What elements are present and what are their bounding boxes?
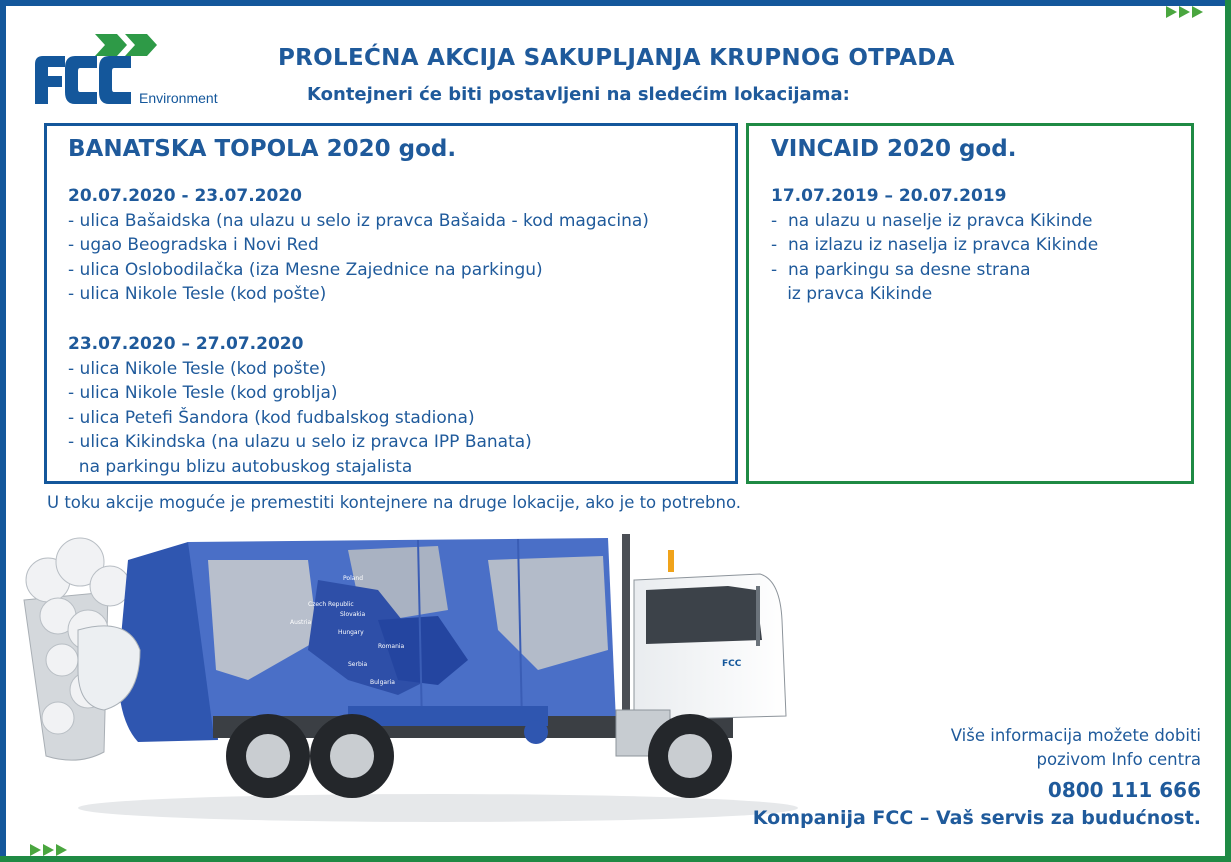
frame-left-border — [0, 0, 6, 862]
location-item: - na izlazu iz naselja iz pravca Kikinde — [771, 235, 1099, 256]
location-item: - ulica Nikole Tesle (kod groblja) — [68, 383, 338, 404]
page-title: PROLEĆNA AKCIJA SAKUPLJANJA KRUPNOG OTPADA — [278, 45, 955, 71]
map-label: Czech Republic — [308, 601, 354, 608]
page-subtitle: Kontejneri će biti postavljeni na sledećim lokacijama: — [307, 84, 850, 105]
location-item: - na ulazu u naselje iz pravca Kikinde — [771, 210, 1093, 231]
map-label: Romania — [378, 643, 405, 650]
box-title: BANATSKA TOPOLA 2020 god. — [68, 136, 457, 162]
period-date: 17.07.2019 – 20.07.2019 — [771, 186, 1007, 206]
location-item: - ulica Oslobodilačka (iza Mesne Zajednice na parkingu) — [68, 259, 543, 280]
banatska-topola-box — [44, 123, 738, 484]
map-label: Hungary — [338, 629, 364, 636]
map-label: Slovakia — [340, 611, 366, 618]
location-item: - ulica Petefi Šandora (kod fudbalskog stadiona) — [68, 407, 475, 428]
location-item: - na parkingu sa desne strana — [771, 259, 1031, 280]
frame-top-border — [0, 0, 1231, 6]
frame-bottom-border — [0, 856, 1231, 862]
relocation-note: U toku akcije moguće je premestiti kontejnere na druge lokacije, ako je to potrebno. — [47, 493, 741, 512]
info-line-1: Više informacija možete dobiti — [950, 726, 1201, 745]
frame-right-border — [1225, 0, 1231, 862]
top-right-chevrons-icon — [1166, 6, 1203, 18]
cab-logo-text: FCC — [722, 659, 742, 669]
map-label: Poland — [343, 575, 364, 582]
box-title: VINCAID 2020 god. — [771, 136, 1017, 162]
company-tagline: Kompanija FCC – Vaš servis za budućnost. — [752, 807, 1201, 829]
location-item: na parkingu blizu autobuskog stajalista — [68, 456, 413, 477]
location-item: iz pravca Kikinde — [771, 284, 933, 305]
map-label: Serbia — [348, 661, 368, 668]
period-block — [68, 332, 532, 480]
period-block — [68, 184, 649, 307]
location-item: - ugao Beogradska i Novi Red — [68, 235, 319, 256]
map-label: Bulgaria — [370, 679, 395, 686]
garbage-truck-illustration — [18, 520, 798, 840]
map-label: Austria — [290, 619, 312, 626]
location-item: - ulica Nikole Tesle (kod pošte) — [68, 284, 327, 305]
bottom-left-chevrons-icon — [30, 844, 67, 856]
location-item: - ulica Nikole Tesle (kod pošte) — [68, 358, 327, 379]
period-block — [771, 184, 1098, 307]
period-date: 20.07.2020 - 23.07.2020 — [68, 186, 302, 206]
logo-environment-text: Environment — [139, 90, 218, 106]
info-line-2: pozivom Info centra — [1036, 750, 1201, 769]
vincaid-box — [746, 123, 1194, 484]
location-item: - ulica Bašaidska (na ulazu u selo iz pravca Bašaida - kod magacina) — [68, 210, 649, 231]
info-block — [753, 724, 1201, 829]
period-date: 23.07.2020 – 27.07.2020 — [68, 334, 304, 354]
phone-number: 0800 111 666 — [1047, 778, 1201, 802]
location-item: - ulica Kikindska (na ulazu u selo iz pravca IPP Banata) — [68, 432, 532, 453]
